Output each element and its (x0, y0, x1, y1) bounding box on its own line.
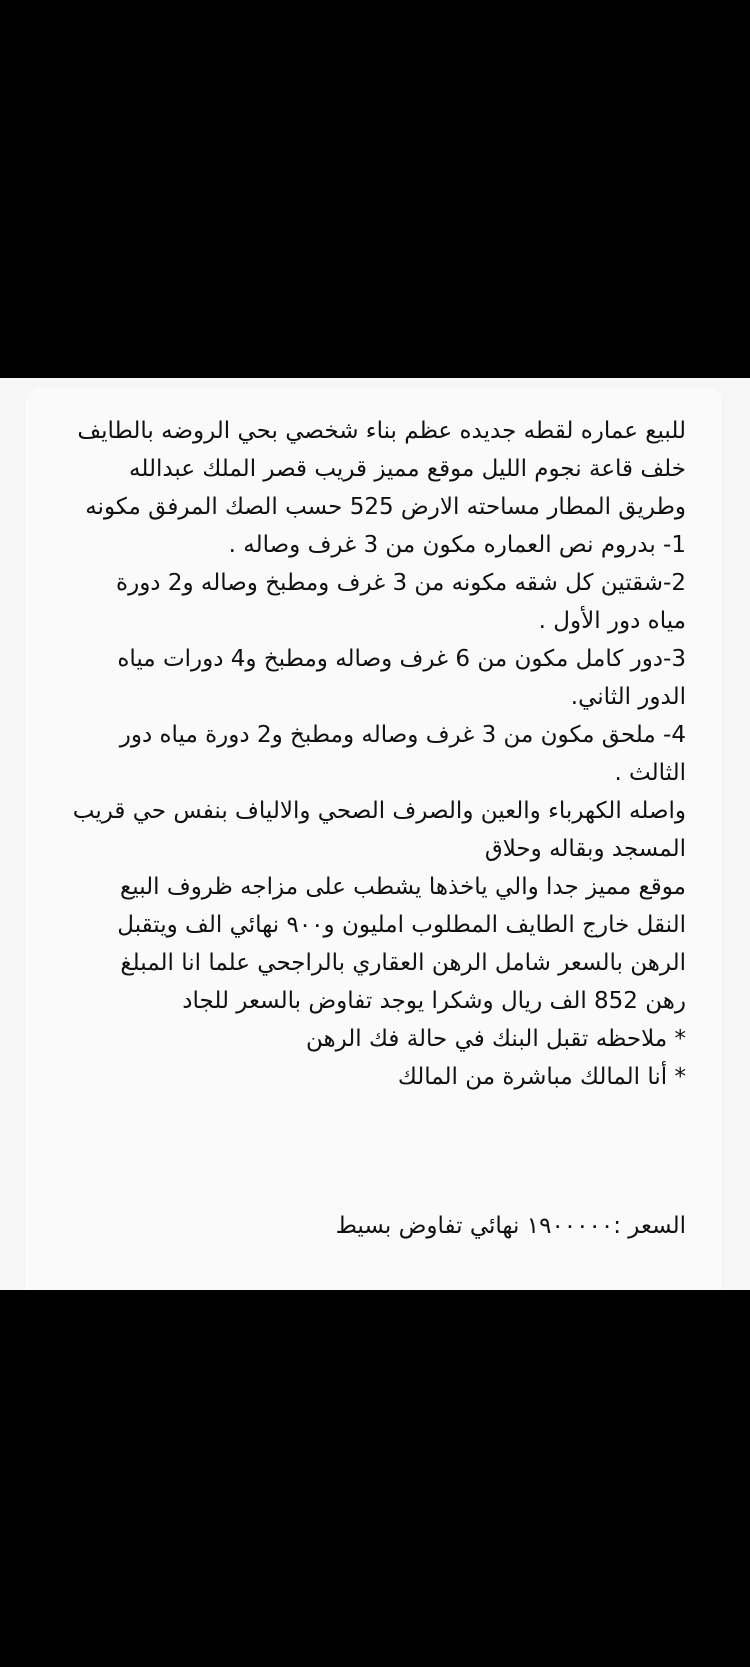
post-card (26, 388, 722, 1290)
post-line: الرهن بالسعر شامل الرهن العقاري بالراجحي علما انا المبلغ (120, 950, 686, 976)
bottom-black-area (0, 1290, 750, 1667)
post-line: وطريق المطار مساحته الارض 525 حسب الصك المرفق مكونه (85, 494, 686, 520)
post-line: 4- ملحق مكون من 3 غرف وصاله ومطبخ و2 دورة مياه دور (119, 722, 686, 748)
post-line: النقل خارج الطايف المطلوب امليون و٩٠٠ نهائي الف ويتقبل (117, 912, 686, 938)
post-content-area (0, 378, 750, 1290)
post-line: * أنا المالك مباشرة من المالك (397, 1064, 686, 1090)
post-line: 2-شقتين كل شقه مكونه من 3 غرف ومطبخ وصاله و2 دورة (116, 570, 686, 596)
post-line: * ملاحظه تقبل البنك في حالة فك الرهن (305, 1026, 686, 1052)
post-line: 1- بدروم نص العماره مكون من 3 غرف وصاله . (228, 532, 686, 558)
post-line: للبيع عماره لقطه جديده عظم بناء شخصي بحي الروضه بالطايف (77, 418, 686, 444)
post-line: 3-دور كامل مكون من 6 غرف وصاله ومطبخ و4 دورات مياه (117, 646, 686, 672)
post-line: الدور الثاني. (570, 684, 686, 710)
post-line: موقع مميز جدا والي ياخذها يشطب على مزاجه ظروف البيع (120, 874, 686, 900)
post-line: رهن 852 الف ريال وشكرا يوجد تفاوض بالسعر للجاد (182, 988, 686, 1014)
post-line: المسجد وبقاله وحلاق (484, 836, 686, 862)
post-line: مياه دور الأول . (538, 608, 686, 634)
media-placeholder (0, 0, 750, 378)
post-line: الثالث . (614, 760, 686, 786)
post-line: خلف قاعة نجوم الليل موقع مميز قريب قصر الملك عبدالله (129, 456, 686, 482)
post-line: واصله الكهرباء والعين والصرف الصحي والالياف بنفس حي قريب (72, 798, 686, 824)
price-text: السعر :١٩٠٠٠٠٠ نهائي تفاوض بسيط (335, 1213, 686, 1239)
